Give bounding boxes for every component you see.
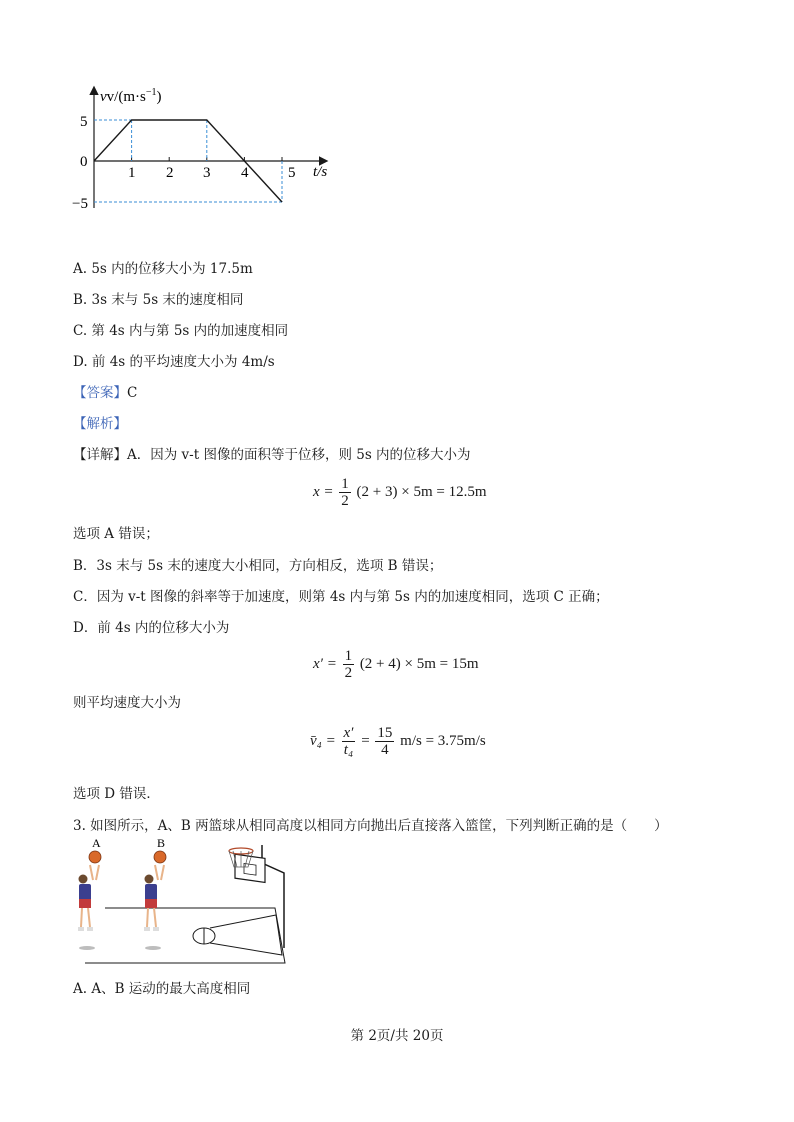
option-b: B. 3s 末与 5s 末的速度相同 xyxy=(73,292,244,308)
answer-line: 【答案】C xyxy=(73,385,138,401)
question-3-text: 3. 如图所示，A、B 两篮球从相同高度以相同方向抛出后直接落入篮筐，下列判断正确的是（ ） xyxy=(73,818,668,834)
option-a: A. 5s 内的位移大小为 17.5m xyxy=(73,261,253,277)
x-tick-label-4: 4 xyxy=(241,165,249,181)
question-3-option-a: A. A、B 运动的最大高度相同 xyxy=(73,981,251,997)
label-a: A xyxy=(92,836,101,850)
basketball-illustration xyxy=(70,836,300,975)
x-tick-label-1: 1 xyxy=(128,165,136,181)
analysis-heading: 【解析】 xyxy=(73,416,127,432)
answer-label: 答案 xyxy=(86,385,114,401)
detail-d-text: D．前 4s 内的位移大小为 xyxy=(73,620,230,636)
free-throw-area xyxy=(210,915,282,955)
backboard xyxy=(235,854,265,882)
equation-displacement-5s: x = $\frac{1}{2}$ (2 + 3) × 5m = 12.5m xyxy=(313,476,487,509)
x-tick-label-3: 3 xyxy=(203,165,211,181)
page-footer: 第 2页/共 20页 xyxy=(350,1028,444,1044)
x-tick-label-5: 5 xyxy=(288,165,296,181)
detail-a-text: 【详解】A．因为 v-t 图像的面积等于位移，则 5s 内的位移大小为 xyxy=(73,447,471,463)
y-tick-label-neg5: −5 xyxy=(72,196,88,212)
equation-displacement-4s: x′ = $\frac{1}{2}$ (2 + 4) × 5m = 15m xyxy=(313,648,479,681)
detail-d-avg-text: 则平均速度大小为 xyxy=(73,695,181,711)
player-a xyxy=(78,851,101,950)
equation-average-velocity: v̄₄ = $\frac{x'}{\text{t₄}}$ = $\frac{15}{4}$ m/s = 3.75m/s xyxy=(310,725,486,758)
label-b: B xyxy=(157,836,166,850)
answer-value: C xyxy=(127,385,138,401)
detail-c-text: C．因为 v-t 图像的斜率等于加速度，则第 4s 内与第 5s 内的加速度相同，选项 C 正确； xyxy=(73,589,609,605)
option-d: D. 前 4s 的平均速度大小为 4m/s xyxy=(73,354,275,370)
x-tick-label-2: 2 xyxy=(166,165,174,181)
y-tick-label-5: 5 xyxy=(80,114,88,130)
velocity-time-graph xyxy=(60,80,350,220)
y-axis-label: $vv/(m\cdot s^{-1})$ xyxy=(100,87,162,105)
detail-b-text: B．3s 末与 5s 末的速度大小相同，方向相反，选项 B 错误； xyxy=(73,558,443,574)
x-axis-label: t/s xyxy=(313,164,328,180)
detail-d-result: 选项 D 错误． xyxy=(73,786,160,802)
basketball-a xyxy=(89,851,101,863)
player-b xyxy=(144,851,166,950)
y-tick-label-0: 0 xyxy=(80,154,88,170)
court-lines xyxy=(85,908,285,963)
detail-a-result: 选项 A 错误； xyxy=(73,526,159,542)
basketball-b xyxy=(154,851,166,863)
option-c: C. 第 4s 内与第 5s 内的加速度相同 xyxy=(73,323,289,339)
